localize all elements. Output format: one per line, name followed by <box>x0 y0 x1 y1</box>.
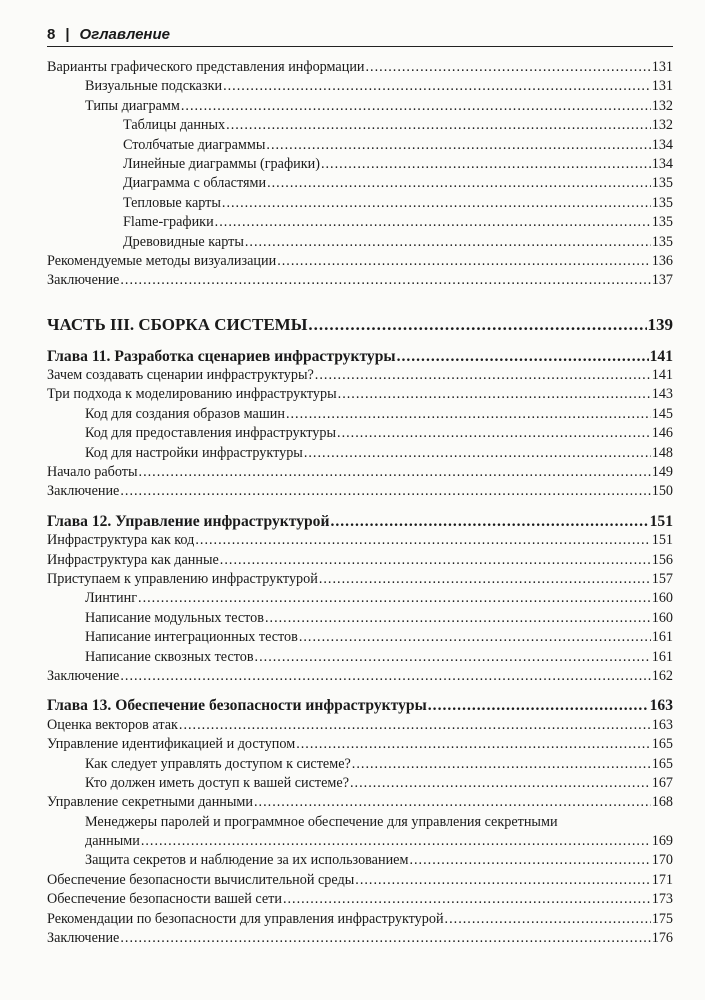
toc-entry[interactable] <box>47 252 673 271</box>
toc-entry-title: Глава 12. Управление инфраструктурой <box>47 512 330 530</box>
toc-page-number: 132 <box>651 97 673 114</box>
toc-entry[interactable] <box>47 551 673 570</box>
toc-entry[interactable] <box>47 851 673 870</box>
toc-entry-title: Начало работы <box>47 464 138 481</box>
toc-page-number: 171 <box>651 871 673 888</box>
toc-entry-title: Столбчатые диаграммы <box>123 136 266 153</box>
toc-entry[interactable] <box>47 871 673 890</box>
toc-entry[interactable] <box>47 910 673 929</box>
toc-entry-title: Типы диаграмм <box>85 97 180 114</box>
toc-entry[interactable] <box>47 366 673 385</box>
page-number: 8 <box>47 25 56 43</box>
toc-page-number: 135 <box>651 233 673 250</box>
toc-entry-title: Тепловые карты <box>123 194 221 211</box>
toc-entry[interactable] <box>47 589 673 608</box>
toc-entry-title: Обеспечение безопасности вычислительной среды <box>47 871 355 888</box>
toc-entry[interactable] <box>47 58 673 77</box>
toc-entry-title: Глава 11. Разработка сценариев инфраструктуры <box>47 347 396 365</box>
toc-entry-title: Заключение <box>47 930 120 947</box>
toc-chapter-heading[interactable] <box>47 512 673 531</box>
toc-entry[interactable] <box>47 155 673 174</box>
toc-page-number: 141 <box>651 367 673 384</box>
toc-page-number: 167 <box>651 774 673 791</box>
toc-page-number: 176 <box>651 930 673 947</box>
toc-page-number: 150 <box>651 483 673 500</box>
toc-entry[interactable] <box>47 890 673 909</box>
toc-page-number: 148 <box>651 444 673 461</box>
toc-entry[interactable] <box>47 444 673 463</box>
toc-entry[interactable] <box>47 667 673 686</box>
toc-page-number: 165 <box>651 755 673 772</box>
toc-page-number: 162 <box>651 667 673 684</box>
toc-page-number: 131 <box>651 59 673 75</box>
toc-entry[interactable] <box>47 116 673 135</box>
toc-entry[interactable] <box>47 463 673 482</box>
toc-page-number: 168 <box>651 794 673 811</box>
toc-page-number: 163 <box>651 716 673 733</box>
toc-page-number: 170 <box>651 852 673 869</box>
header-separator: | <box>65 25 70 43</box>
toc-page-number: 149 <box>651 464 673 481</box>
toc-entry[interactable] <box>47 213 673 232</box>
toc-page-number: 132 <box>651 117 673 134</box>
toc-entry-title: Диаграмма с областями <box>123 175 267 192</box>
toc-entry-title: Защита секретов и наблюдение за их использованием <box>85 852 409 869</box>
toc-page-number: 169 <box>651 833 673 850</box>
toc-entry[interactable] <box>47 628 673 647</box>
toc-entry[interactable] <box>47 136 673 155</box>
toc-page-number: 146 <box>651 425 673 442</box>
toc-entry[interactable] <box>47 405 673 424</box>
running-title: Оглавление <box>79 25 170 43</box>
toc-entry-title: Flame-графики <box>123 214 214 231</box>
toc-entry-title: Написание модульных тестов <box>85 609 264 626</box>
toc-entry-title: Оценка векторов атак <box>47 716 178 733</box>
toc-entry-title: Заключение <box>47 667 120 684</box>
toc-entry[interactable] <box>47 424 673 443</box>
toc-page-number: 161 <box>651 648 673 665</box>
toc-page-number: 135 <box>651 214 673 231</box>
toc-chapter-heading[interactable] <box>47 347 673 366</box>
toc-page-number: 160 <box>651 590 673 607</box>
toc-entry-title: Древовидные карты <box>123 233 244 250</box>
toc-entry[interactable] <box>47 531 673 550</box>
toc-entry[interactable] <box>47 813 673 852</box>
toc-entry-title: Кто должен иметь доступ к вашей системе? <box>85 774 349 791</box>
toc-page-number: 131 <box>651 78 673 95</box>
toc-page-number: 145 <box>651 405 673 422</box>
toc-entry[interactable] <box>47 648 673 667</box>
table-of-contents <box>47 58 673 948</box>
toc-page-number: 151 <box>651 532 673 549</box>
toc-part-heading[interactable] <box>47 313 673 337</box>
toc-entry[interactable] <box>47 194 673 213</box>
toc-entry[interactable] <box>47 97 673 116</box>
toc-entry-title: Управление секретными данными <box>47 794 253 811</box>
toc-page-number: 160 <box>651 609 673 626</box>
toc-entry-title: Код для создания образов машин <box>85 405 285 422</box>
toc-entry-title: Визуальные подсказки <box>85 78 223 95</box>
toc-chapter-heading[interactable] <box>47 696 673 715</box>
toc-entry-title: Рекомендуемые методы визуализации <box>47 252 277 269</box>
toc-entry[interactable] <box>47 716 673 735</box>
toc-page-number: 161 <box>651 629 673 646</box>
toc-page-number: 137 <box>651 272 673 289</box>
toc-entry[interactable] <box>47 233 673 252</box>
toc-entry-title-cont: данными <box>85 833 140 850</box>
toc-entry-title: Заключение <box>47 272 120 289</box>
toc-entry-title: Написание сквозных тестов <box>85 648 254 665</box>
toc-entry-title: Варианты графического представления информации <box>47 59 365 75</box>
toc-entry-title: Инфраструктура как код <box>47 532 195 549</box>
toc-page-number: 163 <box>649 697 673 715</box>
toc-page-number: 165 <box>651 736 673 753</box>
toc-page-number: 156 <box>651 551 673 568</box>
toc-entry[interactable] <box>47 482 673 501</box>
toc-entry-title: Линейные диаграммы (графики) <box>123 155 320 172</box>
toc-entry-title: Три подхода к моделированию инфраструктуры <box>47 386 337 403</box>
toc-entry-title: Обеспечение безопасности вашей сети <box>47 891 282 908</box>
toc-entry-title: Инфраструктура как данные <box>47 551 219 568</box>
toc-page-number: 157 <box>651 570 673 587</box>
toc-entry-title: Приступаем к управлению инфраструктурой <box>47 570 318 587</box>
toc-entry[interactable] <box>47 174 673 193</box>
toc-entry-title: Код для предоставления инфраструктуры <box>85 425 337 442</box>
toc-entry[interactable] <box>47 609 673 628</box>
toc-entry[interactable] <box>47 77 673 96</box>
toc-entry-title: Линтинг <box>85 590 138 607</box>
toc-entry-title: Глава 13. Обеспечение безопасности инфраструктуры <box>47 697 427 715</box>
toc-entry-title: Как следует управлять доступом к системе? <box>85 755 351 772</box>
toc-entry[interactable] <box>47 755 673 774</box>
toc-entry[interactable] <box>47 793 673 812</box>
toc-page-number: 136 <box>651 252 673 269</box>
toc-entry[interactable] <box>47 929 673 948</box>
toc-entry[interactable] <box>47 385 673 404</box>
toc-entry-title: Таблицы данных <box>123 117 226 134</box>
toc-entry[interactable] <box>47 570 673 589</box>
toc-entry[interactable] <box>47 774 673 793</box>
toc-entry-title: Управление идентификацией и доступом <box>47 736 296 753</box>
toc-page-number: 175 <box>651 910 673 927</box>
toc-page-number: 173 <box>651 891 673 908</box>
toc-page-number: 139 <box>647 314 673 334</box>
toc-entry-title: Заключение <box>47 483 120 500</box>
toc-page-number: 134 <box>651 155 673 172</box>
toc-page-number: 151 <box>649 512 673 530</box>
toc-entry[interactable] <box>47 735 673 754</box>
toc-page-number: 143 <box>651 386 673 403</box>
toc-page-number: 134 <box>651 136 673 153</box>
toc-entry-title: Рекомендации по безопасности для управления инфраструктурой <box>47 910 444 927</box>
toc-entry[interactable] <box>47 271 673 290</box>
toc-entry-title: Код для настройки инфраструктуры <box>85 444 303 461</box>
toc-entry-title: Зачем создавать сценарии инфраструктуры? <box>47 367 314 384</box>
toc-page-number: 135 <box>651 175 673 192</box>
toc-page-number: 135 <box>651 194 673 211</box>
toc-page-number: 141 <box>649 347 673 365</box>
toc-entry-title: Менеджеры паролей и программное обеспечение для управления секретными <box>85 813 558 830</box>
toc-entry-title: ЧАСТЬ III. СБОРКА СИСТЕМЫ <box>47 314 308 334</box>
toc-entry-title: Написание интеграционных тестов <box>85 629 298 646</box>
running-header <box>47 22 673 47</box>
